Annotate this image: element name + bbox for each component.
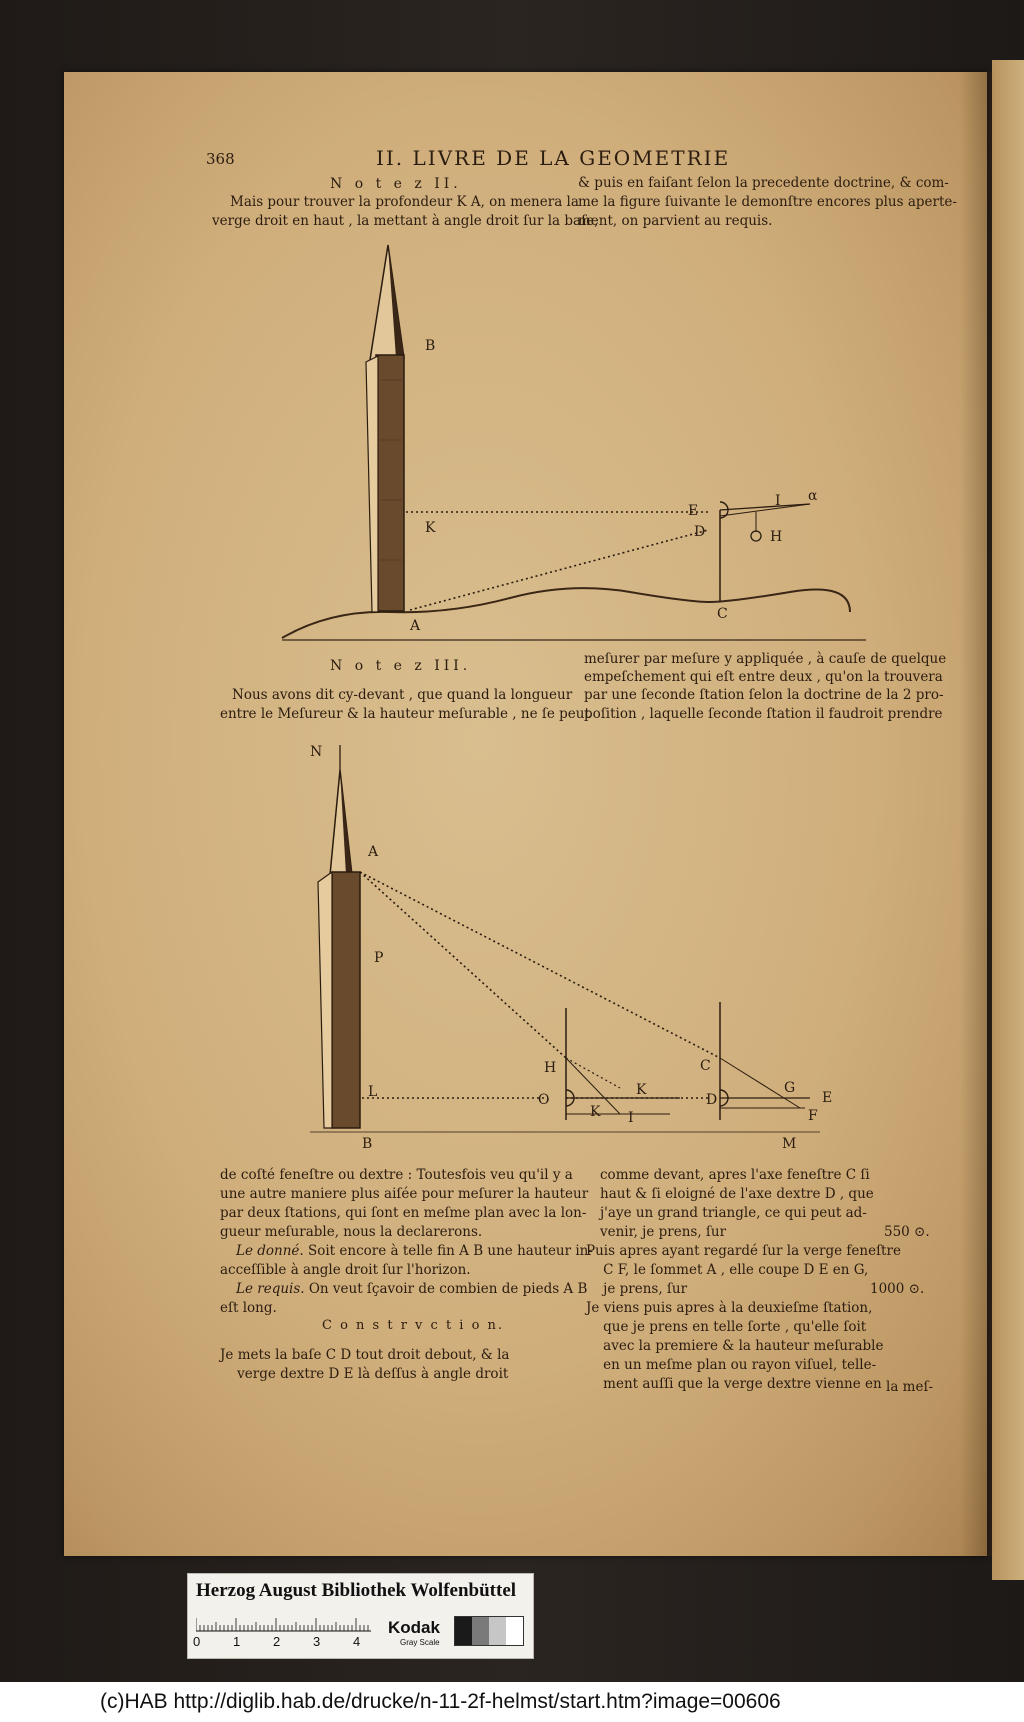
fig2-label-H: H [544, 1060, 557, 1076]
fig2-label-D: D [706, 1092, 718, 1108]
fig2-label-I: I [628, 1110, 634, 1126]
fig2-label-P: P [374, 950, 384, 966]
fig1-label-D: D [694, 524, 706, 540]
fig1-label-B: B [425, 338, 436, 354]
body-right-a-line-2: haut & ſi eloigné de l'axe dextre D , que [600, 1186, 874, 1202]
fig2-label-K-lower: K [590, 1104, 601, 1120]
gutter-shadow [960, 72, 992, 1556]
le-donne-label: Le donné. [236, 1243, 304, 1259]
ruler-scale [196, 1618, 371, 1632]
fig1-label-I: I [775, 493, 781, 509]
construction-title: C o n s t r v c t i o n. [322, 1318, 505, 1333]
fig2-label-A: A [368, 844, 379, 860]
gray-patch-light [489, 1617, 506, 1645]
body-right-c-line-1: Je viens puis apres à la deuxieſme ſtation, [586, 1300, 873, 1316]
note-2-left-line-2: verge droit en haut , la mettant à angle droit ſur la baſe, [212, 213, 599, 229]
note-2-right-line-1: & puis en faiſant ſelon la precedente doctrine, & com- [578, 175, 949, 191]
body-right-b-line-1: Puis apres ayant regardé ſur la verge feneſtre [586, 1243, 901, 1259]
library-name: Herzog August Bibliothek Wolfenbüttel [196, 1580, 517, 1601]
figure-2-two-station-diagram [310, 740, 850, 1160]
gray-patch-black [455, 1617, 472, 1645]
note-2-left-line-1: Mais pour trouver la profondeur K A, on menera la [230, 194, 579, 210]
fig1-label-C: C [717, 606, 728, 622]
gray-patch-mid [472, 1617, 489, 1645]
body-right-c-line-3: avec la premiere & la hauteur meſurable [586, 1338, 884, 1354]
fig2-label-M: M [782, 1136, 797, 1152]
fig2-label-O: O [538, 1092, 550, 1108]
note-2-right-line-2: me la figure ſuivante le demonſtre encores plus aperte- [578, 194, 957, 210]
le-donne-line [236, 1242, 593, 1261]
fig2-label-N: N [310, 744, 323, 760]
body-left-line-3: par deux ſtations, qui ſont en meſme plan avec la lon- [220, 1205, 587, 1221]
fig2-label-L: L [368, 1084, 378, 1100]
ruler-number-0: 0 [193, 1634, 201, 1649]
fig1-label-H: H [770, 529, 783, 545]
facing-page-edge [992, 60, 1024, 1580]
fig2-label-G: G [784, 1080, 796, 1096]
note-3-title: N o t e z III. [330, 658, 472, 674]
body-right-c-line-4: en un meſme plan ou rayon viſuel, telle- [586, 1357, 877, 1373]
margin-value-550: 550 ⊙. [884, 1224, 930, 1240]
page-number: 368 [206, 150, 235, 168]
margin-value-1000: 1000 ⊙. [870, 1281, 925, 1297]
ruler-number-1: 1 [233, 1634, 241, 1649]
gray-patch-white [506, 1617, 523, 1645]
fig2-label-C: C [700, 1058, 711, 1074]
note-3-right-line-4: poſition , laquelle ſeconde ſtation il faudroit prendre [584, 706, 943, 722]
note-3-right-line-3: par une ſeconde ſtation ſelon la doctrine de la 2 pro- [584, 687, 944, 703]
construction-line-1: Je mets la baſe C D tout droit debout, & la [220, 1347, 510, 1363]
body-right-a-line-3: j'aye un grand triangle, ce qui peut ad- [600, 1205, 867, 1221]
kodak-gray-scale-label: Gray Scale [400, 1638, 440, 1647]
gray-scale-patches [454, 1616, 524, 1646]
body-right-a-line-4: venir, je prens, ſur [600, 1224, 727, 1240]
body-right-c-line-5: ment auſſi que la verge dextre vienne en [586, 1376, 882, 1392]
ruler-number-3: 3 [313, 1634, 321, 1649]
construction-line-2: verge dextre D E là deſſus à angle droit [220, 1366, 509, 1382]
note-3-right-line-1: meſurer par meſure y appliquée , à cauſe de quelque [584, 651, 947, 667]
note-3-right-line-2: empeſchement qui eſt entre deux , qu'on la trouvera [584, 669, 943, 685]
body-left-line-4: gueur meſurable, nous la declarerons. [220, 1224, 483, 1240]
note-3-left-line-2: entre le Meſureur & la hauteur meſurable , ne ſe peut [220, 706, 590, 722]
le-requis-line-2: eſt long. [220, 1300, 277, 1316]
body-left-line-2: une autre maniere plus aiſée pour meſurer la hauteur [220, 1186, 589, 1202]
le-requis-label: Le requis. [236, 1281, 305, 1297]
fig2-label-B: B [362, 1136, 373, 1152]
le-donne-line-2: acceſſible à angle droit ſur l'horizon. [220, 1262, 471, 1278]
body-right-c-line-2: que je prens en telle ſorte , qu'elle ſoit [586, 1319, 867, 1335]
catchword: la meſ- [886, 1379, 934, 1395]
note-2-right-line-3: ment, on parvient au requis. [578, 213, 773, 229]
body-left-line-1: de coſté feneſtre ou dextre : Toutesfois veu qu'il y a [220, 1167, 573, 1183]
body-right-b-line-2: C F, le ſommet A , elle coupe D E en G, [586, 1262, 869, 1278]
footer-copyright-link[interactable]: (c)HAB http://diglib.hab.de/drucke/n-11-2f-helmst/start.htm?image=00606 [100, 1690, 781, 1713]
fig2-label-F: F [808, 1108, 818, 1124]
fig1-label-alpha: α [808, 488, 818, 504]
fig1-label-K: K [425, 520, 436, 536]
ruler-number-2: 2 [273, 1634, 281, 1649]
fig2-label-E: E [822, 1090, 833, 1106]
le-requis-text: On veut ſçavoir de combien de pieds A B [304, 1281, 588, 1297]
fig2-label-K-upper: K [636, 1082, 647, 1098]
le-requis-line [236, 1280, 587, 1299]
figure-1-tower-diagram [270, 240, 870, 650]
body-right-a-line-1: comme devant, apres l'axe feneſtre C ſi [600, 1167, 870, 1183]
note-3-left-line-1: Nous avons dit cy-devant , que quand la longueur [232, 687, 573, 703]
kodak-logo: Kodak [388, 1618, 440, 1637]
fig1-label-A: A [410, 618, 421, 634]
running-head: II. LIVRE DE LA GEOMETRIE [376, 146, 731, 170]
le-donne-text: Soit encore à telle fin A B une hauteur in- [303, 1243, 593, 1259]
note-2-title: N o t e z II. [330, 176, 462, 192]
body-right-b-line-3: je prens, ſur [586, 1281, 688, 1297]
library-color-card [187, 1573, 534, 1659]
ruler-number-4: 4 [353, 1634, 361, 1649]
fig1-label-E: E [688, 503, 699, 519]
